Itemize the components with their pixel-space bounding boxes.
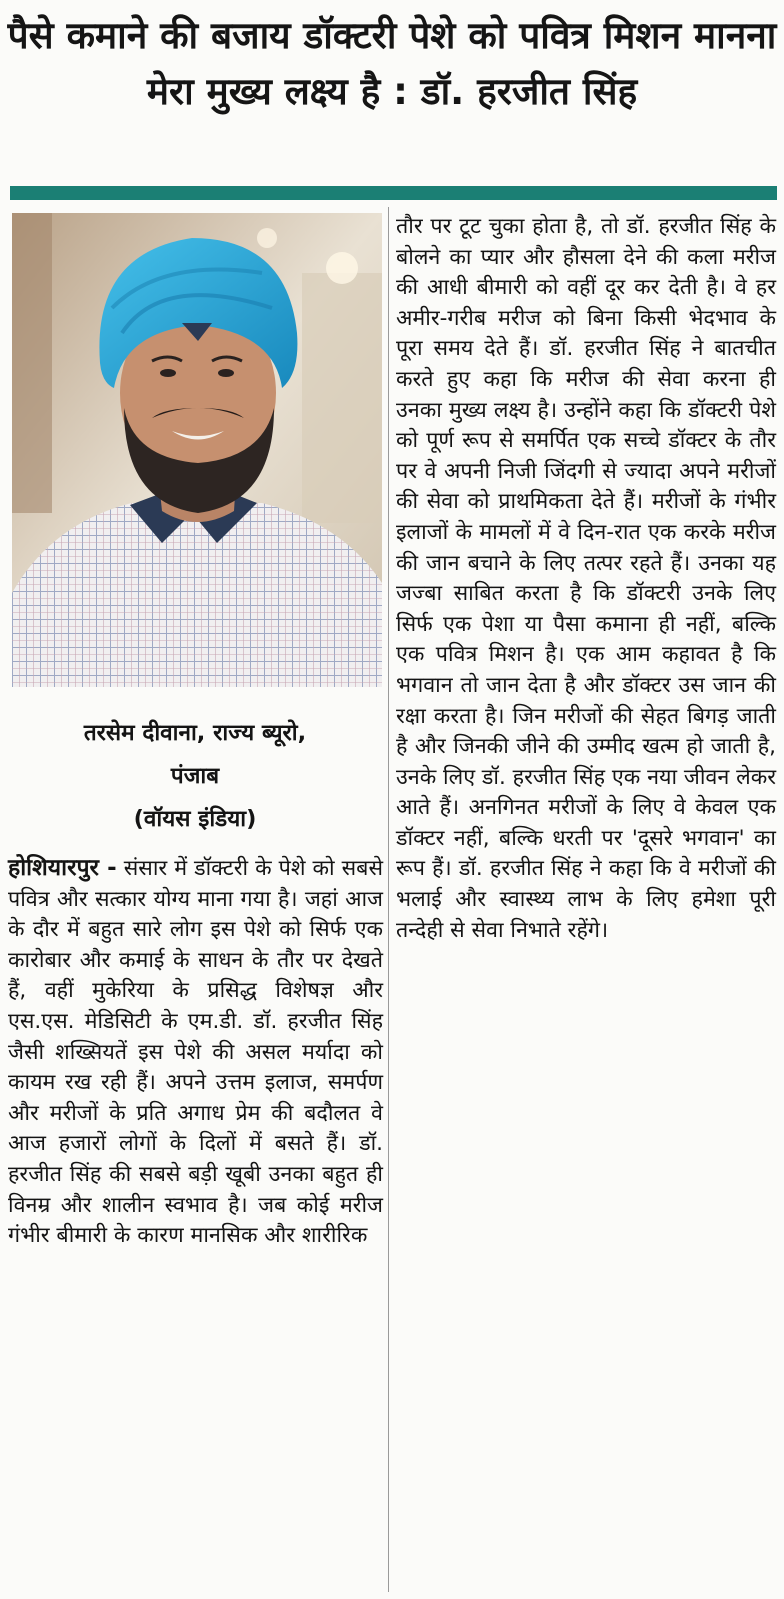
teal-divider-rule bbox=[10, 186, 777, 200]
portrait-illustration bbox=[12, 213, 382, 687]
headline: पैसे कमाने की बजाय डॉक्टरी पेशे को पवित्र मिशन मानना मेरा मुख्य लक्ष्य है : डॉ. हरजीत सिंह bbox=[7, 14, 777, 113]
article-column-right: तौर पर टूट चुका होता है, तो डॉ. हरजीत सिंह के बोलने का प्यार और हौसला देने की कला मरीज की आधी बीमारी को वहीं दूर कर देती है। वे हर अमीर-गरीब मरीज को बिना किसी भेदभाव के पूरा समय देते हैं। डॉ. हरजीत सिंह ने बातचीत करते हुए कहा कि मरीज की सेवा करना ही उनका मुख्य लक्ष्य है। उन्होंने कहा कि डॉक्टरी पेशे को पूर्ण रूप से समर्पित एक सच्चे डॉक्टर के तौर पर वे अपनी निजी जिंदगी से ज्यादा अपने मरीजों की सेवा को प्राथमिकता देते हैं। मरीजों के गंभीर इलाजों के मामलों में वे दिन-रात एक करके मरीज की जान बचाने के लिए तत्पर रहते हैं। उनका यह जज्बा साबित करता है कि डॉक्टरी उनके लिए सिर्फ एक पेशा या पैसा कमाना ही नहीं, बल्कि एक पवित्र मिशन है। एक आम कहावत है कि भगवान तो जान देता है और डॉक्टर उस जान की रक्षा करता है। जिन मरीजों की सेहत बिगड़ जाती है और जिनकी जीने की उम्मीद खत्म हो जाती है, उनके लिए डॉ. हरजीत सिंह एक नया जीवन लेकर आते हैं। अनगिनत मरीजों के लिए वे केवल एक डॉक्टर नहीं, बल्कि धरती पर 'दूसरे भगवान' का रूप हैं। डॉ. हरजीत सिंह ने कहा कि वे मरीजों की भलाई और स्वास्थ्य लाभ के लिए हमेशा पूरी तन्देही से सेवा निभाते रहेंगे। bbox=[396, 214, 777, 943]
byline-reporter: तरसेम दीवाना, राज्य ब्यूरो, bbox=[83, 720, 307, 746]
byline-state: पंजाब bbox=[170, 763, 220, 789]
byline bbox=[6, 712, 384, 841]
column-divider bbox=[388, 207, 389, 1592]
article-body-left: संसार में डॉक्टरी के पेशे को सबसे पवित्र और सत्कार योग्य माना गया है। जहां आज के दौर में बहुत सारे लोग इस पेशे को सिर्फ एक कारोबार और कमाई के साधन के तौर पर देखते हैं, वहीं मुकेरिया के प्रसिद्ध विशेषज्ञ और एस.एस. मेडिसिटी के एम.डी. डॉ. हरजीत सिंह जैसी शख्सियतें इस पेशे की असल मर्यादा को कायम रख रही हैं। अपने उत्तम इलाज, समर्पण और मरीजों के प्रति अगाध प्रेम की बदौलत वे आज हजारों लोगों के दिलों में बसते हैं। डॉ. हरजीत सिंह की सबसे बड़ी खूबी उनका बहुत ही विनम्र और शालीन स्वभाव है। जब कोई मरीज गंभीर बीमारी के कारण मानसिक और शारीरिक bbox=[8, 856, 383, 1249]
portrait-photo bbox=[12, 213, 382, 687]
byline-publication: (वॉयस इंडिया) bbox=[133, 806, 257, 832]
article-dateline: होशियारपुर - bbox=[8, 855, 117, 881]
article-column-left bbox=[8, 853, 383, 1252]
